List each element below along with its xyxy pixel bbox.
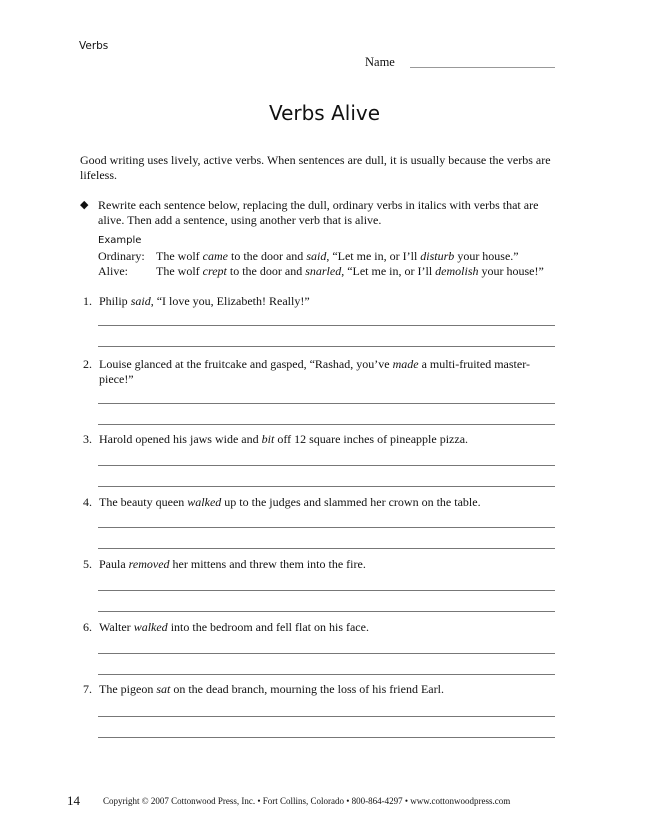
italic-verb: walked [187,495,222,509]
italic-verb: came [202,249,228,263]
text-segment: on the dead branch, mourning the loss of his friend Earl. [170,682,444,696]
intro-paragraph: Good writing uses lively, active verbs. When sentences are dull, it is usually because the verbs are lifeless. [80,153,551,182]
italic-verb: bit [261,432,275,446]
text-segment: Louise glanced at the fruitcake and gasped, “Rashad, you’ve [99,357,393,371]
alive-sentence [156,264,544,278]
item-sentence [99,495,549,510]
item-number: 1. [83,294,92,308]
italic-verb: sat [156,682,171,696]
item-number: 5. [83,557,92,571]
example-alive [98,264,544,279]
italic-verb: said [306,249,327,263]
answer-line[interactable] [98,424,555,425]
text-segment: Walter [99,620,134,634]
italic-verb: removed [128,557,170,571]
text-segment: into the bedroom and fell flat on his face. [167,620,369,634]
text-segment: your house.” [454,249,519,263]
example-ordinary [98,249,519,264]
text-segment: Philip [99,294,131,308]
alive-label: Alive: [98,264,128,278]
italic-verb: snarled [305,264,342,278]
example-label: Example [98,235,142,246]
answer-line[interactable] [98,548,555,549]
name-field[interactable] [410,67,555,68]
answer-line[interactable] [98,590,555,591]
italic-verb: disturb [420,249,455,263]
answer-line[interactable] [98,527,555,528]
text-segment: her mittens and threw them into the fire. [169,557,366,571]
page-title: Verbs Alive [268,101,381,125]
instruction-text: Rewrite each sentence below, replacing the dull, ordinary verbs in italics with verbs that are alive. Then add a sentence, using another verb that is alive. [98,198,539,227]
text-segment: The pigeon [99,682,157,696]
answer-line[interactable] [98,465,555,466]
text-segment: The wolf [156,264,203,278]
text-segment: Harold opened his jaws wide and [99,432,262,446]
item-sentence [99,682,549,697]
text-segment: The beauty queen [99,495,188,509]
page-number: 14 [67,793,80,808]
answer-line[interactable] [98,611,555,612]
item-number: 2. [83,357,92,371]
item-number: 3. [83,432,92,446]
ordinary-label: Ordinary: [98,249,145,263]
item-number: 6. [83,620,92,634]
copyright-footer: Copyright © 2007 Cottonwood Press, Inc. • Fort Collins, Colorado • 800-864-4297 • www.cottonwoodpress.com [103,796,511,806]
answer-line[interactable] [98,346,555,347]
item-number: 4. [83,495,92,509]
item-sentence [99,357,549,387]
ordinary-sentence [156,249,519,263]
text-segment: The wolf [156,249,203,263]
italic-verb: crept [202,264,227,278]
italic-verb: walked [133,620,168,634]
text-segment: up to the judges and slammed her crown on the table. [221,495,481,509]
text-segment: Paula [99,557,129,571]
name-label: Name [365,55,395,69]
text-segment: , “Let me in, or I’ll [326,249,421,263]
answer-line[interactable] [98,674,555,675]
item-sentence [99,620,549,635]
italic-verb: said [130,294,151,308]
text-segment: your house!” [478,264,544,278]
section-label: Verbs [79,40,109,52]
item-sentence [99,294,549,309]
answer-line[interactable] [98,403,555,404]
answer-line[interactable] [98,737,555,738]
text-segment: off 12 square inches of pineapple pizza. [274,432,469,446]
answer-line[interactable] [98,716,555,717]
answer-line[interactable] [98,653,555,654]
text-segment: to the door and [227,249,307,263]
text-segment: , “I love you, Elizabeth! Really!” [150,294,310,308]
text-segment: a multi-fruited master-piece!” [99,357,530,386]
item-sentence [99,557,549,572]
italic-verb: made [392,357,419,371]
text-segment: to the door and [226,264,306,278]
text-segment: , “Let me in, or I’ll [341,264,436,278]
item-sentence [99,432,549,447]
diamond-bullet-icon: ◆ [80,199,89,211]
item-number: 7. [83,682,92,696]
answer-line[interactable] [98,325,555,326]
answer-line[interactable] [98,486,555,487]
italic-verb: demolish [435,264,479,278]
